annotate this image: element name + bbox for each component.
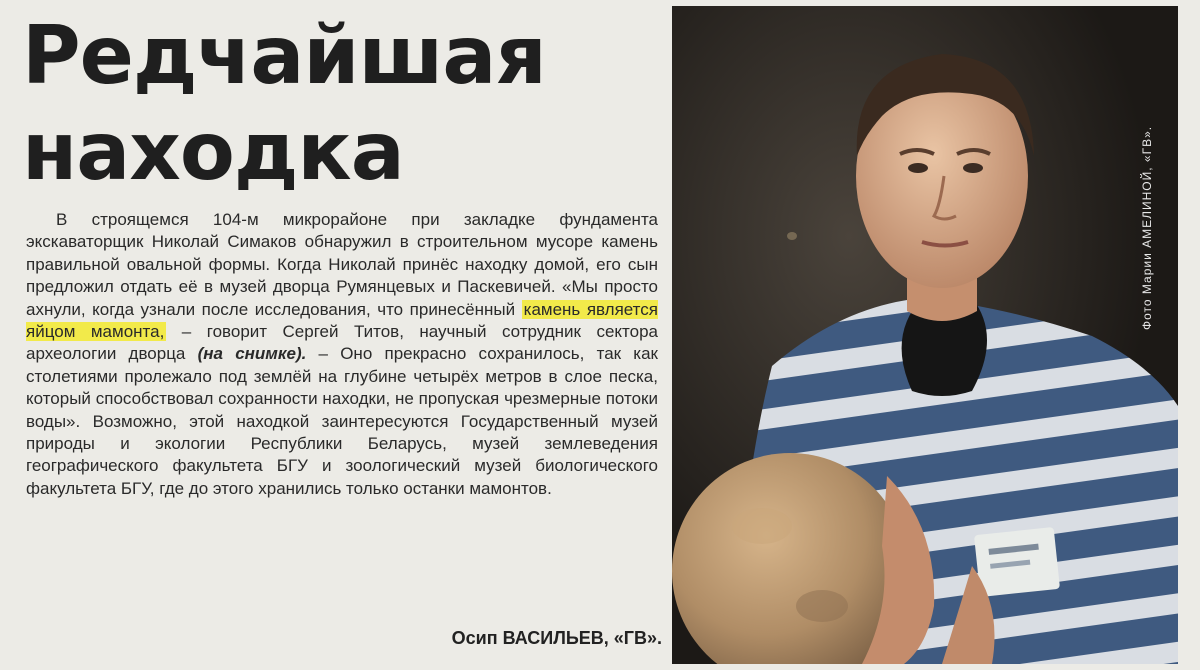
headline <box>22 8 662 200</box>
article-text-start: В строящемся 104-м микрорайоне при закладке фундамента экскаваторщик Николай Симаков обнаружил в строительном мусоре камень правильной овальной формы. Когда Николай принёс находку домой, его сын предложил отдать её в музей дворца Румянцевых и Паскевичей. «Мы просто ахнули, когда узнали после исследования, что принесённый <box>26 210 658 319</box>
article-body <box>26 209 658 500</box>
photo-credit: Фото Марии АМЕЛИНОЙ, «ГВ». <box>1140 125 1154 330</box>
headline-line-1: Редчайшая <box>22 9 546 102</box>
article-text-end: – Оно прекрасно сохранилось, так как столетиями пролежало под землёй на глубине четырёх метров в слое песка, который способствовал сохранности находки, не пропуская чрезмерные потоки воды». Возможно, этой находкой заинтересуются Государственный музей природы и экологии Республики Беларусь, музей землеведения географического факультета БГУ и зоологический музей биологического факультета БГУ, где до этого хранились только останки мамонтов. <box>26 344 658 498</box>
photo-illustration <box>672 6 1178 664</box>
highlighted-text: камень является яйцом мамонта, <box>26 299 658 342</box>
author-byline: Осип ВАСИЛЬЕВ, «ГВ». <box>451 628 662 648</box>
photo-reference: (на снимке). <box>197 344 307 364</box>
article-text-middle: – говорит Сергей Титов, научный сотрудник сектора археологии дворца <box>26 322 659 364</box>
article-photo <box>672 6 1178 664</box>
article-paragraph <box>26 209 658 500</box>
headline-line-2: находка <box>22 105 404 198</box>
